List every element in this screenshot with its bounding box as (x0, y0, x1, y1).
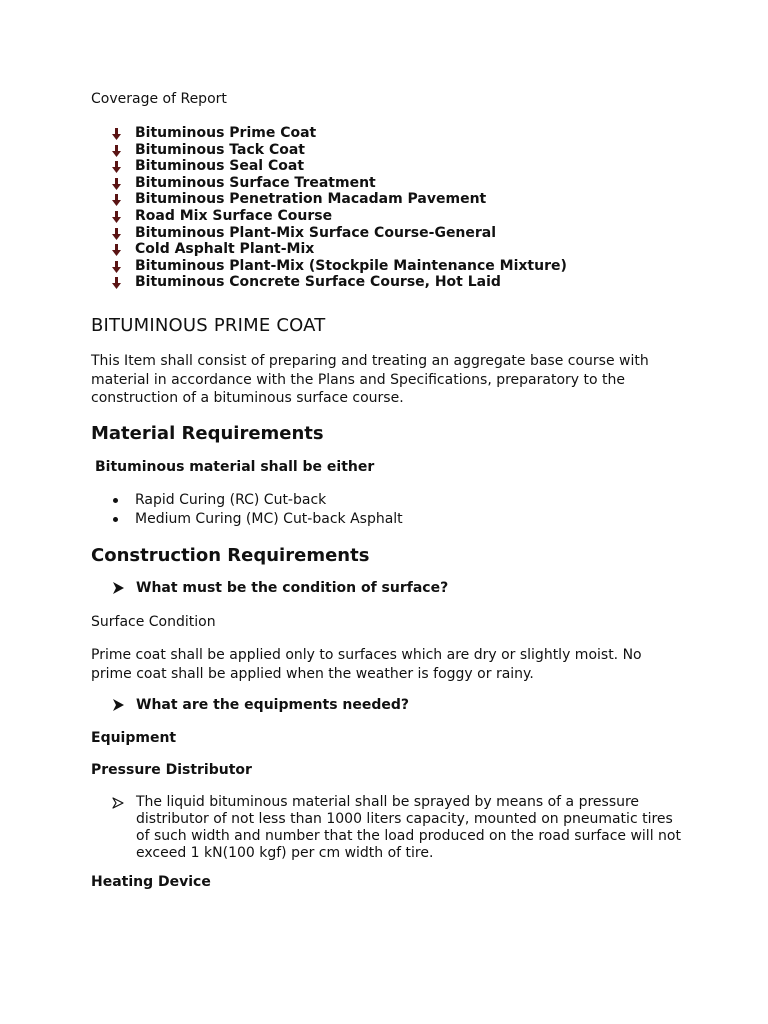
coverage-item-label: Bituminous Concrete Surface Course, Hot Laid (135, 274, 501, 291)
equipment-label: Equipment (91, 730, 177, 746)
question-equipment (112, 697, 409, 713)
list-item (110, 274, 567, 291)
coverage-item-label: Cold Asphalt Plant-Mix (135, 241, 315, 258)
material-list (110, 491, 403, 529)
coverage-item-label: Bituminous Seal Coat (135, 158, 305, 175)
down-arrow-icon (112, 178, 121, 190)
list-item (110, 175, 567, 192)
question-surface-label: What must be the condition of surface? (136, 580, 449, 596)
coverage-item-label: Bituminous Plant-Mix (Stockpile Maintenance Mixture) (135, 257, 567, 274)
surface-condition-text: Prime coat shall be applied only to surfaces which are dry or slightly moist. No prime coat shall be applied when the weather is foggy or rainy. (91, 647, 642, 682)
material-item-label: Medium Curing (MC) Cut-back Asphalt (135, 511, 403, 527)
down-arrow-icon (112, 261, 121, 273)
pressure-distributor-text: The liquid bituminous material shall be sprayed by means of a pressure distributor of not less than 1000 liters capacity, mounted on pneumatic tires of such width and number that the load produced on the road surface will not exceed 1 kN(100 kgf) per cm width of tire. (136, 794, 681, 861)
list-item (110, 491, 403, 510)
outline-arrowhead-icon (112, 797, 124, 809)
section-heading-prime-coat: BITUMINOUS PRIME COAT (91, 315, 326, 336)
coverage-item-label: Bituminous Prime Coat (135, 125, 317, 141)
coverage-item-label: Bituminous Tack Coat (135, 141, 305, 158)
down-arrow-icon (112, 228, 121, 240)
bullet-dot-icon (113, 517, 118, 522)
coverage-item-label: Bituminous Surface Treatment (135, 174, 376, 191)
section-heading-construction: Construction Requirements (91, 545, 370, 566)
section-heading-material: Material Requirements (91, 423, 324, 444)
list-item (110, 510, 403, 529)
down-arrow-icon (112, 161, 121, 173)
list-item (110, 258, 567, 275)
pressure-distributor-label: Pressure Distributor (91, 762, 252, 778)
down-arrow-icon (112, 244, 121, 256)
list-item (110, 158, 567, 175)
list-item (110, 241, 567, 258)
down-arrow-icon (112, 145, 121, 157)
question-equipment-label: What are the equipments needed? (136, 697, 410, 713)
bullet-dot-icon (113, 498, 118, 503)
list-item (110, 208, 567, 225)
pressure-distributor-item (112, 794, 696, 862)
coverage-list (110, 125, 567, 291)
question-surface (112, 580, 448, 596)
coverage-item-label: Bituminous Penetration Macadam Pavement (135, 191, 487, 208)
material-subheading: Bituminous material shall be either (95, 459, 375, 475)
coverage-item-label: Bituminous Plant-Mix Surface Course-General (135, 224, 497, 241)
surface-condition-label: Surface Condition (91, 614, 216, 630)
coverage-item-label: Road Mix Surface Course (135, 207, 333, 224)
list-item (110, 191, 567, 208)
heating-device-label: Heating Device (91, 874, 211, 890)
prime-coat-description: This Item shall consist of preparing and treating an aggregate base course with material in accordance with the Plans and Specifications, preparatory to the construction of a bituminous surface course. (91, 353, 649, 406)
arrowhead-bullet-icon (112, 582, 124, 594)
down-arrow-icon (112, 211, 121, 223)
down-arrow-icon (112, 128, 121, 140)
down-arrow-icon (112, 277, 121, 289)
coverage-title: Coverage of Report (91, 91, 227, 107)
list-item (110, 142, 567, 159)
material-item-label: Rapid Curing (RC) Cut-back (135, 492, 327, 508)
down-arrow-icon (112, 194, 121, 206)
list-item (110, 125, 567, 142)
list-item (110, 225, 567, 242)
arrowhead-bullet-icon (112, 699, 124, 711)
